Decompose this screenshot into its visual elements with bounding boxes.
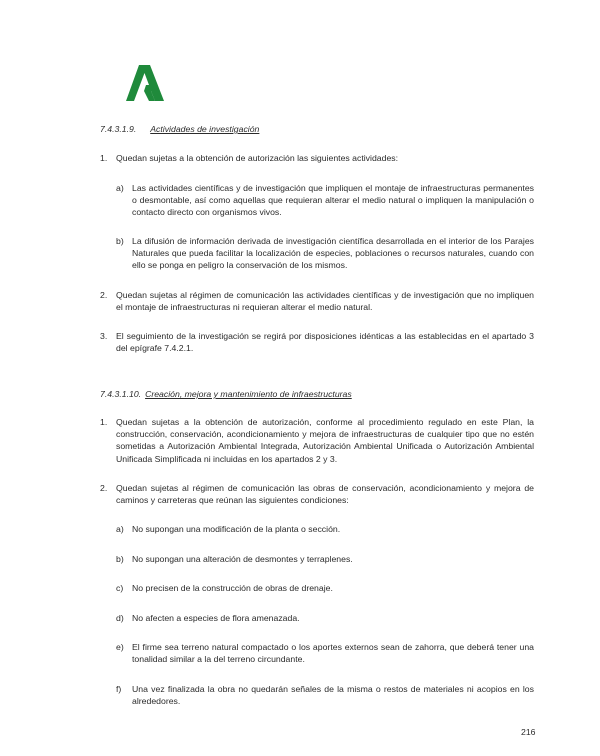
item-number: 1. <box>100 417 108 427</box>
item-text: Quedan sujetas al régimen de comunicación las actividades científicas y de investigación que no impliquen el montaje de infraestructuras ni requieran alterar el medio natural. <box>116 290 534 313</box>
page-number: 216 <box>521 727 536 737</box>
subitem-label: a) <box>116 183 124 193</box>
subitem-text: Una vez finalizada la obra no quedarán señales de la misma o restos de materiales ni acopios en los alrededores. <box>132 684 534 707</box>
item-number: 3. <box>100 331 108 341</box>
section-number: 7.4.3.1.10. <box>100 389 142 399</box>
subitem-text: No precisen de la construcción de obras de drenaje. <box>132 583 333 593</box>
subitem-label: e) <box>116 642 124 652</box>
subitem-text: La difusión de información derivada de investigación científica desarrollada en el interior de los Parajes Naturales que pueda facilitar la localización de especies, poblaciones o recursos naturales, cuando con ello se ponga en peligro la conservación de los mismos. <box>132 236 534 271</box>
item-text: El seguimiento de la investigación se regirá por disposiciones idénticas a las establecidas en el apartado 3 del epígrafe 7.4.2.1. <box>116 331 534 354</box>
item-number: 2. <box>100 483 108 493</box>
subitem-text: No supongan una alteración de desmontes y terraplenes. <box>132 554 353 564</box>
section-heading-10 <box>100 388 540 400</box>
subitem-text: El firme sea terreno natural compactado o los aportes externos sean de zahorra, que deberá tener una tonalidad similar a la del terreno circundante. <box>132 642 534 665</box>
subitem-label: f) <box>116 684 122 694</box>
item-text: Quedan sujetas a la obtención de autorización, conforme al procedimiento regulado en este Plan, la construcción, conservación, acondicionamiento y mejora de infraestructuras de cualquier tipo que no estén sometidas a Autorización Ambiental Integrada, Autorización Ambiental Unificada o Autorización Ambiental Unificada Simplificada ni incluidas en los apartados 2 y 3. <box>116 417 534 464</box>
subitem-label: d) <box>116 613 124 623</box>
subitem-text: No afecten a especies de flora amenazada. <box>132 613 300 623</box>
item-text: Quedan sujetas al régimen de comunicación las obras de conservación, acondicionamiento y mejora de caminos y carreteras que reúnan las siguientes condiciones: <box>116 483 534 506</box>
item-text: Quedan sujetas a la obtención de autorización las siguientes actividades: <box>116 153 399 163</box>
subitem-label: b) <box>116 236 124 246</box>
item-number: 2. <box>100 290 108 300</box>
section-heading-9 <box>100 123 540 135</box>
section-title: Creación, mejora y mantenimiento de infraestructuras <box>145 389 352 399</box>
subitem-text: Las actividades científicas y de investigación que impliquen el montaje de infraestructuras permanentes o desmontable, así como aquellas que requieran alterar el medio natural o impliquen la manipulación o contacto directo con organismos vivos. <box>132 183 534 218</box>
subitem-label: b) <box>116 554 124 564</box>
junta-andalucia-logo-icon <box>100 60 190 106</box>
subitem-text: No supongan una modificación de la planta o sección. <box>132 524 341 534</box>
item-number: 1. <box>100 153 108 163</box>
subitem-label: c) <box>116 583 124 593</box>
subitem-label: a) <box>116 524 124 534</box>
section-title: Actividades de investigación <box>150 124 260 134</box>
section-number: 7.4.3.1.9. <box>100 124 137 134</box>
